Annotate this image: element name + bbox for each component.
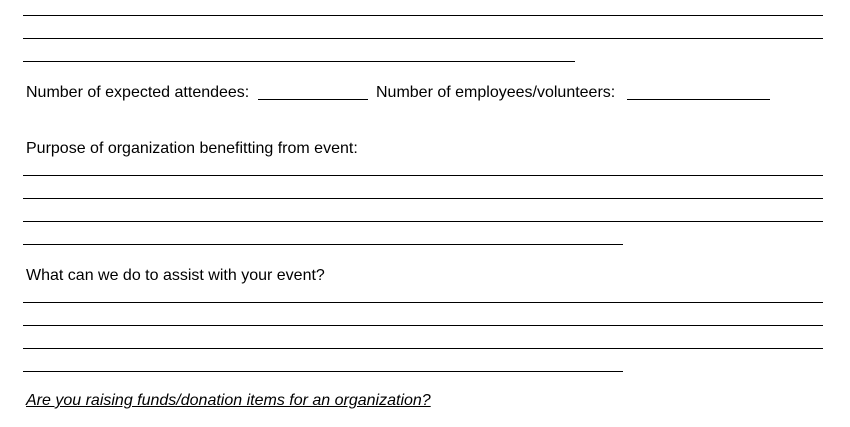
form-line bbox=[23, 198, 823, 199]
employees-label: Number of employees/volunteers: bbox=[376, 84, 616, 101]
attendees-field[interactable] bbox=[258, 99, 368, 100]
form-line bbox=[23, 348, 823, 349]
attendees-label: Number of expected attendees: bbox=[26, 84, 250, 101]
assist-label: What can we do to assist with your event? bbox=[26, 267, 325, 284]
form-line bbox=[23, 302, 823, 303]
form-line bbox=[23, 38, 823, 39]
form-line bbox=[23, 15, 823, 16]
purpose-label: Purpose of organization benefitting from event: bbox=[26, 140, 358, 157]
employees-field[interactable] bbox=[627, 99, 770, 100]
form-line bbox=[23, 371, 623, 372]
form-line bbox=[23, 61, 575, 62]
form-line bbox=[23, 175, 823, 176]
form-line bbox=[23, 244, 623, 245]
fundraising-question: Are you raising funds/donation items for an organization? bbox=[26, 392, 431, 409]
form-line bbox=[23, 325, 823, 326]
form-line bbox=[23, 221, 823, 222]
